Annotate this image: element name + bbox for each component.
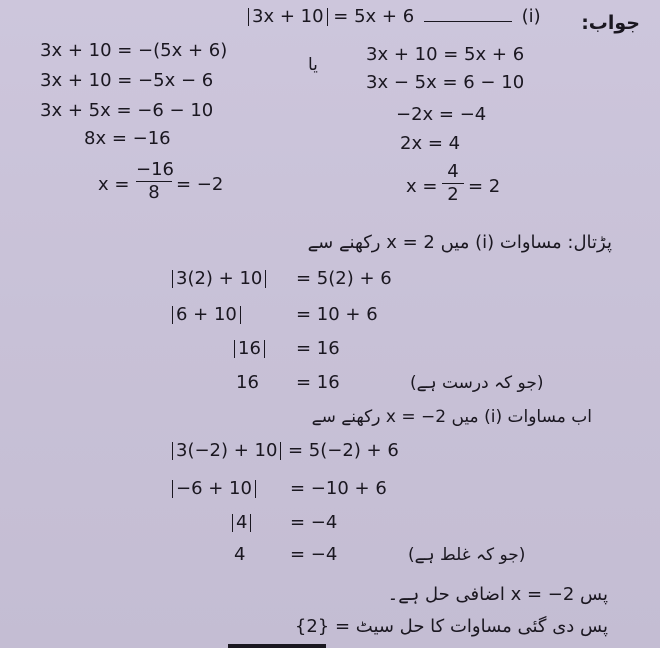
check1-heading: پڑتال: مساوات (i) میں x = 2 رکھنے سے [307, 232, 612, 253]
check1-row-1-lhs [172, 268, 266, 290]
check2-row-2-rhs: = −10 + 6 [290, 478, 387, 499]
check2-row-3-rhs: = −4 [290, 512, 338, 533]
abs-expression: 3(2) + 10 [172, 270, 266, 288]
check1-row-2-rhs: = 10 + 6 [296, 304, 378, 325]
check2-row-4-rhs: = −4 [290, 544, 338, 565]
left-result-numerator: −16 [136, 159, 174, 180]
left-result-lhs: x = [98, 174, 130, 195]
main-eq-rhs: = 5x + 6 [333, 6, 415, 27]
right-step-3: −2x = −4 [396, 104, 487, 125]
or-word: یا [308, 55, 318, 75]
check1-row-1-rhs: = 5(2) + 6 [296, 268, 392, 289]
main-eq-tag: (i) [521, 6, 541, 27]
right-step-4: 2x = 4 [400, 133, 461, 154]
check2-row-4-lhs: 4 [234, 544, 246, 565]
check1-note: (جو کہ درست ہے) [410, 373, 544, 393]
right-result-numerator: 4 [447, 161, 459, 182]
conclusion-solution-set: پس دی گئی مساوات کا حل سیٹ = {2} [294, 616, 608, 637]
check2-note: (جو کہ غلط ہے) [408, 545, 526, 565]
check2-row-2-lhs [172, 478, 256, 500]
check2-heading: اب مساوات (i) میں x = −2 رکھنے سے [311, 407, 592, 427]
left-step-3: 3x + 5x = −6 − 10 [40, 100, 214, 121]
check2-row-1-lhs [172, 440, 281, 462]
right-step-2: 3x − 5x = 6 − 10 [366, 72, 525, 93]
main-eq-blank-line [424, 7, 512, 22]
right-result-rhs: = 2 [468, 176, 501, 197]
left-step-1: 3x + 10 = −(5x + 6) [40, 40, 228, 61]
main-eq-abs: 3x + 10 [248, 8, 328, 26]
left-step-4: 8x = −16 [84, 128, 171, 149]
abs-expression: 3(−2) + 10 [172, 442, 281, 460]
abs-expression: 6 + 10 [172, 306, 241, 324]
main-equation [248, 6, 541, 28]
check1-row-2-lhs [172, 304, 241, 326]
right-step-1: 3x + 10 = 5x + 6 [366, 44, 525, 65]
check1-row-4-lhs: 16 [236, 372, 259, 393]
right-result-denominator: 2 [447, 184, 459, 205]
right-result-fraction [442, 162, 464, 205]
bottom-rule [228, 644, 326, 648]
answer-label: جواب: [581, 12, 640, 34]
right-result-lhs: x = [406, 176, 438, 197]
left-result-rhs: = −2 [176, 174, 224, 195]
left-result-denominator: 8 [148, 182, 160, 203]
conclusion-extraneous: پس x = −2 اضافی حل ہے۔ [387, 584, 608, 605]
abs-expression: −6 + 10 [172, 480, 256, 498]
abs-expression: 16 [234, 340, 265, 358]
check2-row-3-lhs [232, 512, 251, 534]
abs-expression: 4 [232, 514, 251, 532]
left-step-2: 3x + 10 = −5x − 6 [40, 70, 214, 91]
check1-row-4-rhs: = 16 [296, 372, 340, 393]
check1-row-3-rhs: = 16 [296, 338, 340, 359]
check1-row-3-lhs [234, 338, 265, 360]
left-result-fraction [136, 160, 172, 203]
check2-row-1-rhs: = 5(−2) + 6 [288, 440, 399, 461]
